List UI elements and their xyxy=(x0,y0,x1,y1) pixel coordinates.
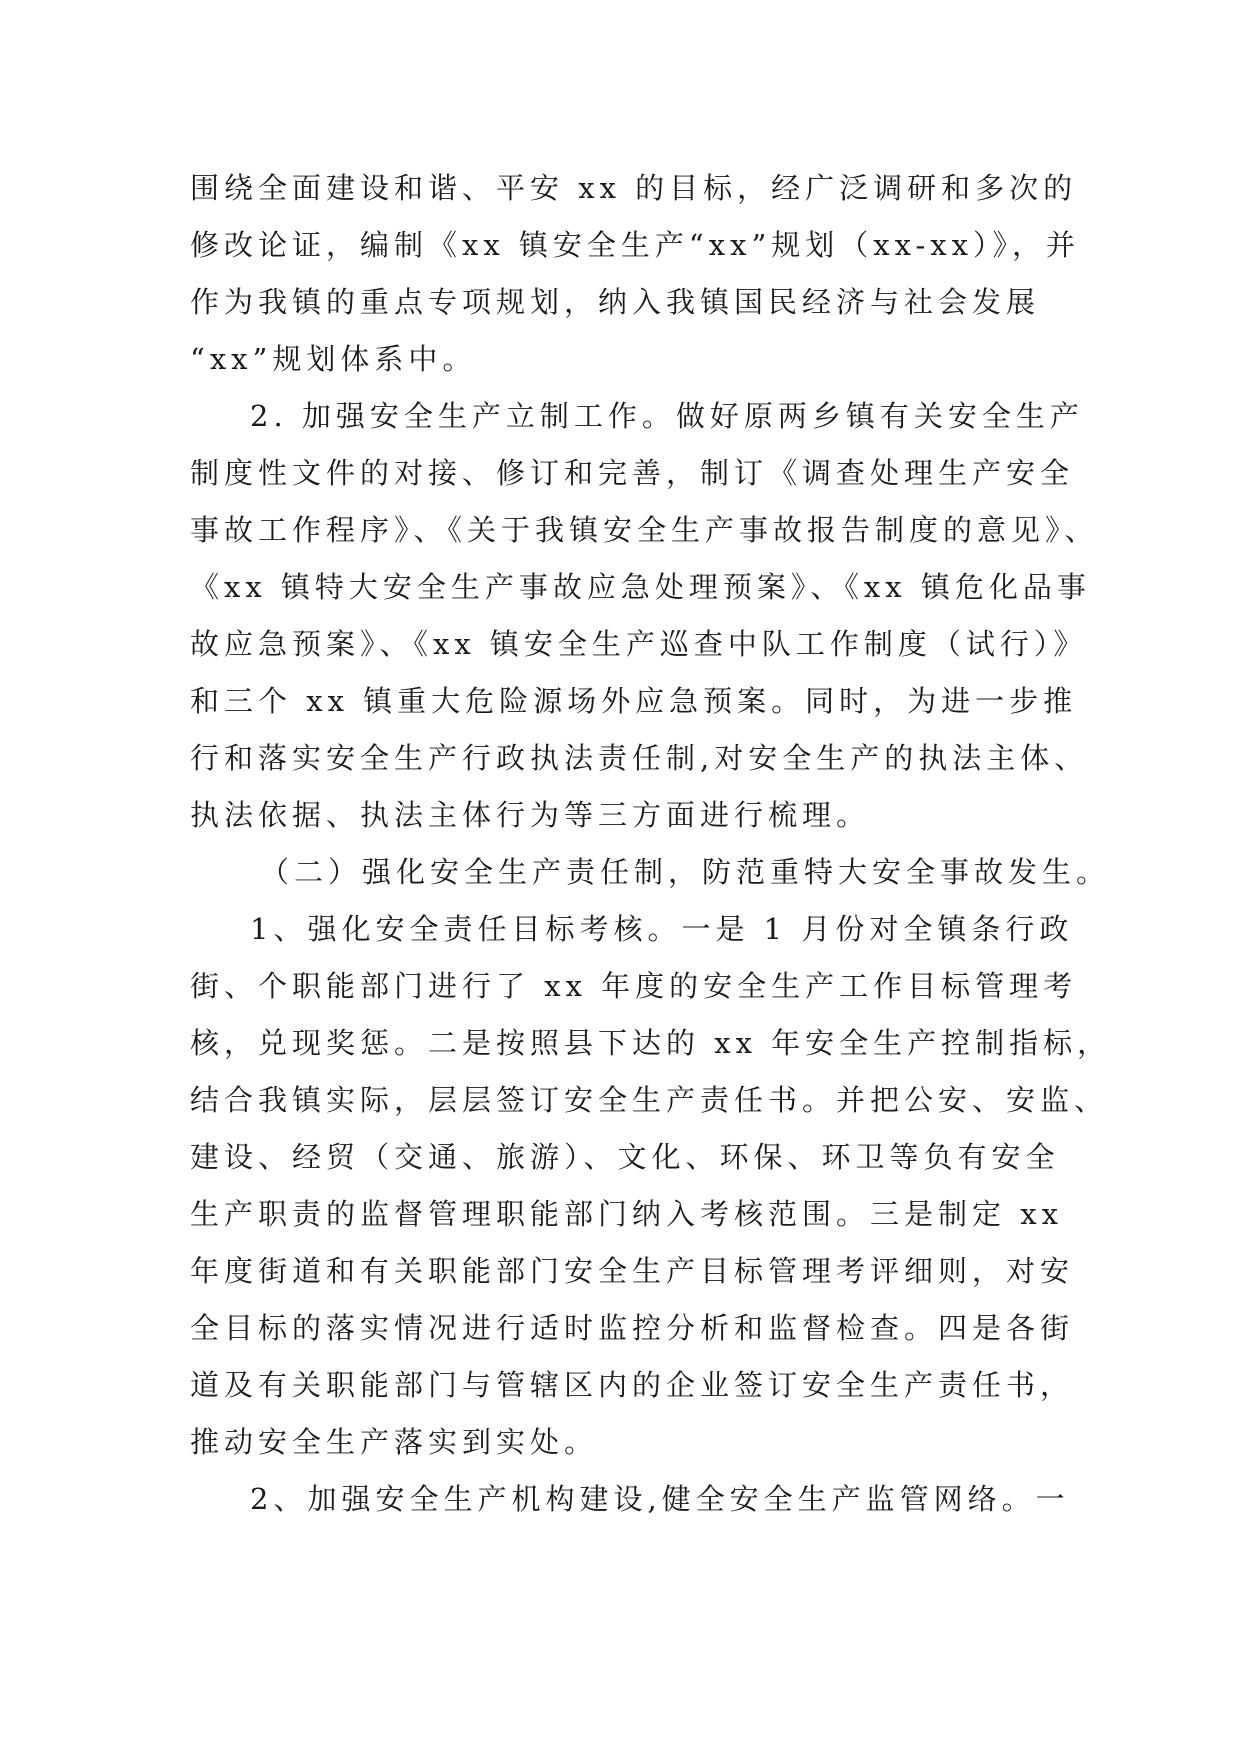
text-line: 全目标的落实情况进行适时监控分析和监督检查。四是各街 xyxy=(190,1311,1075,1345)
text-line: 生产职责的监督管理职能部门纳入考核范围。三是制定 xx xyxy=(190,1197,1063,1231)
text-line: 结合我镇实际，层层签订安全生产责任书。并把公安、安监、 xyxy=(190,1083,1109,1117)
text-line: 围绕全面建设和谐、平安 xx 的目标，经广泛调研和多次的 xyxy=(190,171,1078,205)
text-line: 推动安全生产落实到实处。 xyxy=(190,1425,599,1459)
text-line: 事故工作程序》、《关于我镇安全生产事故报告制度的意见》、 xyxy=(190,513,1099,547)
text-line: 行和落实安全生产行政执法责任制,对安全生产的执法主体、 xyxy=(190,741,1089,775)
text-line: 执法依据、执法主体行为等三方面进行梳理。 xyxy=(190,798,871,832)
text-line: “xx”规划体系中。 xyxy=(190,342,477,376)
text-line: 年度街道和有关职能部门安全生产目标管理考评细则，对安 xyxy=(190,1254,1075,1288)
text-line: 街、个职能部门进行了 xx 年度的安全生产工作目标管理考 xyxy=(190,969,1078,1003)
text-line: 建设、经贸（交通、旅游）、文化、环保、环卫等负有安全 xyxy=(190,1140,1060,1174)
text-line: 2. 加强安全生产立制工作。做好原两乡镇有关安全生产 xyxy=(250,399,1084,433)
document-body xyxy=(190,160,1112,1528)
text-line: 2、加强安全生产机构建设,健全安全生产监管网络。一 xyxy=(250,1482,1070,1516)
text-line: 1、强化安全责任目标考核。一是 1 月份对全镇条行政 xyxy=(250,912,1074,946)
text-line: 核，兑现奖惩。二是按照县下达的 xx 年安全生产控制指标， xyxy=(190,1026,1112,1060)
text-line: 道及有关职能部门与管辖区内的企业签订安全生产责任书， xyxy=(190,1368,1075,1402)
text-line: 故应急预案》、《xx 镇安全生产巡查中队工作制度（试行）》 xyxy=(190,627,1088,661)
text-line: 作为我镇的重点专项规划，纳入我镇国民经济与社会发展 xyxy=(190,285,1041,319)
text-line: 《xx 镇特大安全生产事故应急处理预案》、《xx 镇危化品事 xyxy=(190,570,1091,604)
section-heading: （二）强化安全生产责任制，防范重特大安全事故发生。 xyxy=(260,855,1111,889)
text-line: 制度性文件的对接、修订和完善，制订《调查处理生产安全 xyxy=(190,456,1075,490)
text-line: 修改论证，编制《xx 镇安全生产“xx”规划（xx-xx）》，并 xyxy=(190,228,1080,262)
text-line: 和三个 xx 镇重大危险源场外应急预案。同时，为进一步推 xyxy=(190,684,1078,718)
